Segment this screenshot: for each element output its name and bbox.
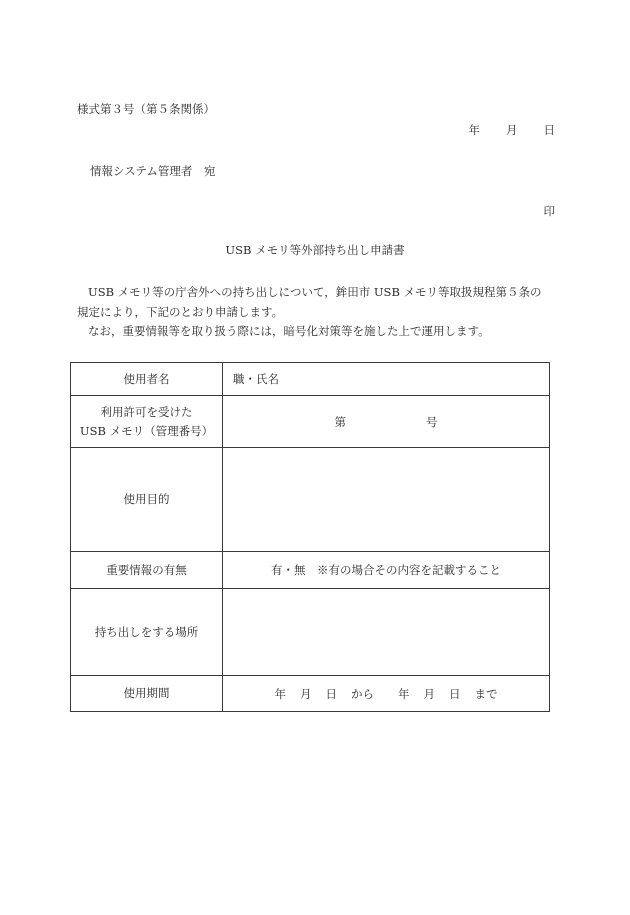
user-name-label: 使用者名 (71, 363, 223, 396)
document-title: USB メモリ等外部持ち出し申請書 (225, 243, 405, 257)
table-row-location (71, 589, 550, 676)
table-row-important (71, 552, 550, 589)
period-month-2: 月 (423, 686, 435, 701)
date-line (469, 122, 556, 138)
addressee: 情報システム管理者 宛 (90, 164, 216, 178)
period-month: 月 (300, 686, 312, 701)
period-from: から (351, 686, 374, 701)
seal-mark: 印 (543, 204, 555, 218)
permit-suffix: 号 (426, 414, 438, 429)
location-field[interactable] (223, 589, 550, 676)
user-name-field[interactable]: 職・氏名 (223, 363, 550, 396)
form-number: 様式第３号（第５条関係） (77, 102, 215, 116)
period-field[interactable] (223, 676, 550, 712)
period-year-2: 年 (398, 686, 410, 701)
location-label: 持ち出しをする場所 (71, 589, 223, 676)
table-row-purpose (71, 448, 550, 552)
period-until: まで (474, 686, 498, 701)
usb-permit-label-line1: 利用許可を受けた (100, 404, 193, 419)
purpose-label: 使用目的 (71, 448, 223, 552)
date-month: 月 (506, 123, 518, 137)
body-text (77, 283, 553, 342)
usb-permit-label (71, 396, 223, 448)
application-table (70, 362, 550, 712)
period-day-2: 日 (449, 686, 461, 701)
usb-permit-number-field[interactable] (223, 396, 550, 448)
period-year: 年 (274, 686, 286, 701)
date-year: 年 (468, 123, 480, 137)
body-paragraph-2: なお，重要情報等を取り扱う際には，暗号化対策等を施した上で運用します。 (88, 324, 490, 338)
usb-permit-label-line2: USB メモリ（管理番号） (79, 423, 214, 438)
body-paragraph-1: USB メモリ等の庁舎外への持ち出しについて，鉾田市 USB メモリ等取扱規程第５条の規定により，下記のとおり申請します。 (77, 285, 542, 319)
important-info-label: 重要情報の有無 (71, 552, 223, 589)
table-row-period (71, 676, 550, 712)
period-day: 日 (325, 686, 337, 701)
period-label: 使用期間 (71, 676, 223, 712)
table-row-permit (71, 396, 550, 448)
table-row-user (71, 363, 550, 396)
permit-prefix: 第 (334, 414, 346, 429)
date-day: 日 (543, 123, 555, 137)
purpose-field[interactable] (223, 448, 550, 552)
important-info-field[interactable]: 有・無 ※有の場合その内容を記載すること (223, 552, 550, 589)
